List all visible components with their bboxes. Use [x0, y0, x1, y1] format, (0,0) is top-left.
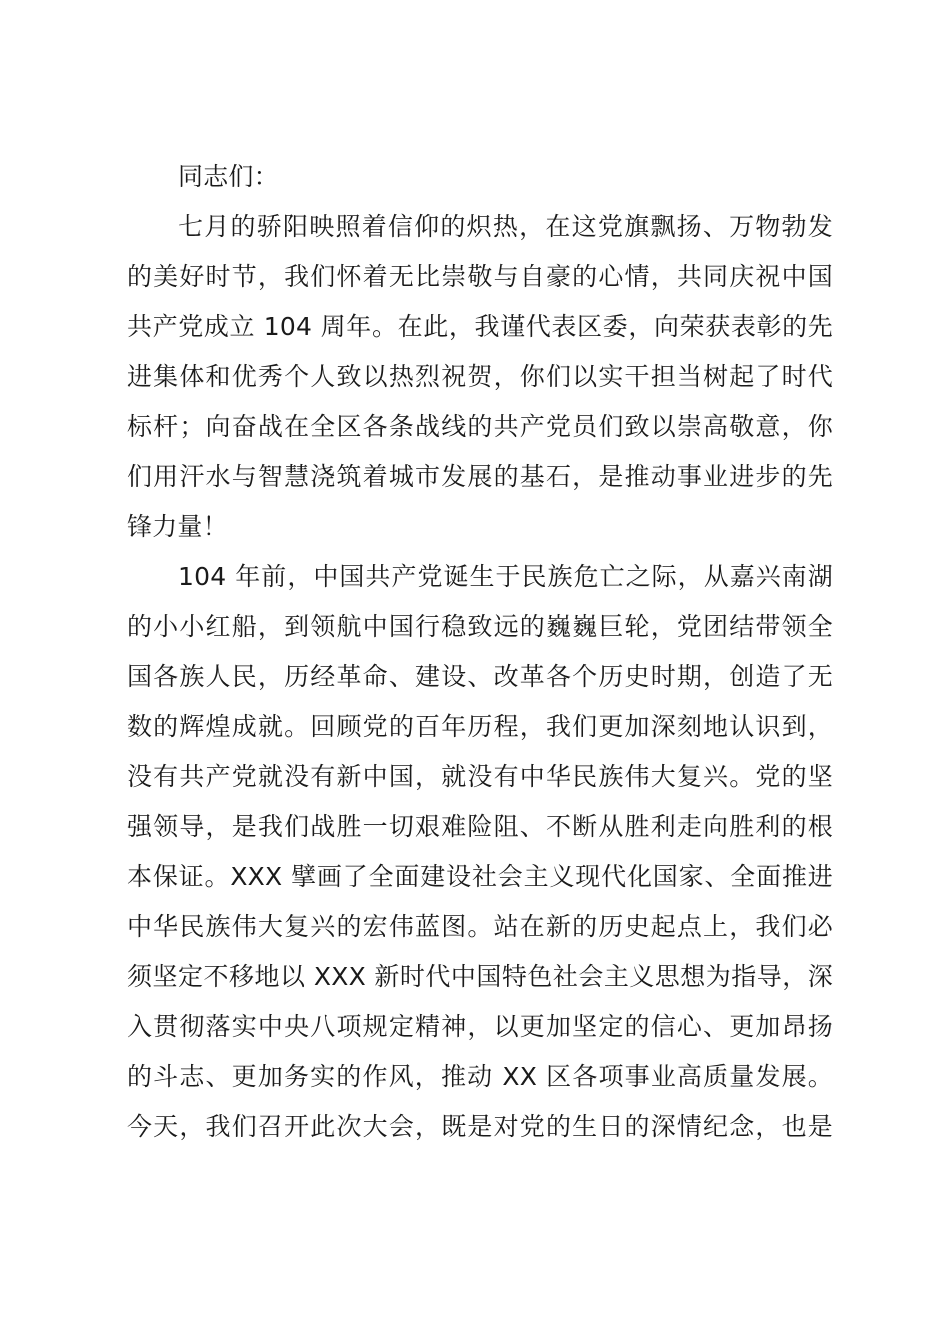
paragraph-2-line-10: 入贯彻落实中央八项规定精神，以更加坚定的信心、更加昂扬: [127, 1012, 833, 1041]
paragraph-2-line-7: 本保证。XXX 擘画了全面建设社会主义现代化国家、全面推进: [127, 862, 833, 891]
paragraph-2-line-9: 须坚定不移地以 XXX 新时代中国特色社会主义思想为指导，深: [127, 962, 833, 991]
paragraph-2-line-4: 数的辉煌成就。回顾党的百年历程，我们更加深刻地认识到，: [127, 712, 833, 741]
paragraph-1-line-2: 的美好时节，我们怀着无比崇敬与自豪的心情，共同庆祝中国: [127, 262, 833, 291]
document-body: [127, 152, 833, 1152]
paragraph-1-line-1: 七月的骄阳映照着信仰的炽热，在这党旗飘扬、万物勃发: [178, 212, 833, 241]
paragraph-1-line-5: 标杆；向奋战在全区各条战线的共产党员们致以崇高敬意，你: [127, 412, 833, 441]
paragraph-1-line-3: 共产党成立 104 周年。在此，我谨代表区委，向荣获表彰的先: [127, 312, 833, 341]
paragraph-2-line-1: 104 年前，中国共产党诞生于民族危亡之际，从嘉兴南湖: [178, 562, 833, 591]
paragraph-2-line-12: 今天，我们召开此次大会，既是对党的生日的深情纪念，也是: [127, 1112, 833, 1141]
paragraph-2-line-5: 没有共产党就没有新中国，就没有中华民族伟大复兴。党的坚: [127, 762, 833, 791]
paragraph-1-line-6: 们用汗水与智慧浇筑着城市发展的基石，是推动事业进步的先: [127, 462, 833, 491]
paragraph-2-line-2: 的小小红船，到领航中国行稳致远的巍巍巨轮，党团结带领全: [127, 612, 833, 641]
paragraph-2-line-8: 中华民族伟大复兴的宏伟蓝图。站在新的历史起点上，我们必: [127, 912, 833, 941]
paragraph-2-line-11: 的斗志、更加务实的作风，推动 XX 区各项事业高质量发展。: [127, 1062, 833, 1091]
paragraph-1-line-7: 锋力量！: [127, 512, 228, 541]
paragraph-2-line-3: 国各族人民，历经革命、建设、改革各个历史时期，创造了无: [127, 662, 833, 691]
paragraph-2-line-6: 强领导，是我们战胜一切艰难险阻、不断从胜利走向胜利的根: [127, 812, 833, 841]
salutation: 同志们：: [178, 162, 279, 191]
paragraph-1-line-4: 进集体和优秀个人致以热烈祝贺，你们以实干担当树起了时代: [127, 362, 833, 391]
